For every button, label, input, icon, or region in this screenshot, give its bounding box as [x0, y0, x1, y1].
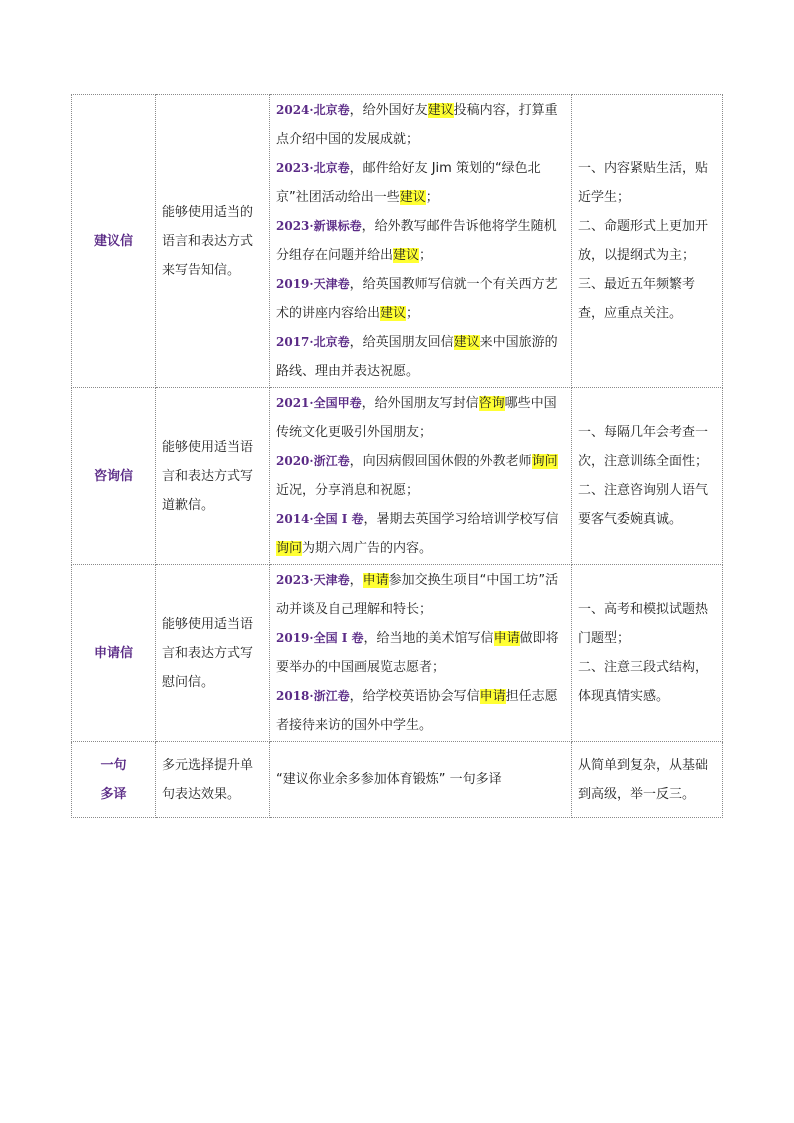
- keyword-highlight: 申请: [479, 689, 506, 704]
- note-item: 三、最近五年频繁考查，应重点关注。: [578, 277, 696, 321]
- notes-cell: [572, 565, 723, 742]
- note-item: 一、内容紧贴生活，贴近学生；: [578, 161, 709, 205]
- example-text: ，给英国教师写信就一个有关西方艺术的讲座内容给出: [276, 277, 558, 321]
- example-text: 近况，分享消息和祝愿；: [276, 483, 420, 498]
- example-text: ，向因病假回国休假的外教老师: [349, 454, 532, 469]
- example-text: ，邮件给好友 Jim 策划的“绿色北京”社团活动给出一些: [276, 161, 541, 205]
- exam-source: 2023·新课标卷: [276, 219, 362, 233]
- example-text: ；: [419, 248, 433, 263]
- exam-example: [276, 328, 565, 386]
- example-text: 投稿内容，打算重点介绍中国的发展成就；: [276, 103, 558, 147]
- keyword-highlight: 咨询: [478, 396, 505, 411]
- exam-source: 2017·北京卷: [276, 335, 350, 349]
- example-text: 做即将要举办的中国画展览志愿者；: [276, 631, 559, 675]
- notes-cell: [572, 95, 723, 388]
- example-cell: “建议你业余多参加体育锻炼” 一句多译: [270, 742, 572, 818]
- exam-example: [276, 270, 565, 328]
- category-cell: 申请信: [72, 565, 156, 742]
- exam-example: [276, 682, 565, 740]
- examples-cell: [270, 95, 572, 388]
- example-text: ，: [349, 573, 363, 588]
- requirement-cell: 能够使用适当语言和表达方式写道歉信。: [156, 388, 270, 565]
- exam-source: 2014·全国 I 卷: [276, 512, 364, 526]
- exam-example: [276, 96, 565, 154]
- example-text: 来中国旅游的路线、理由并表达祝愿。: [276, 335, 558, 379]
- example-text: ；: [406, 306, 420, 321]
- requirement-cell: 能够使用适当语言和表达方式写慰问信。: [156, 565, 270, 742]
- requirement-cell: 多元选择提升单句表达效果。: [156, 742, 270, 818]
- writing-types-table: [71, 94, 723, 818]
- example-text: ，给英国朋友回信: [349, 335, 454, 350]
- category-line: 多译: [100, 786, 127, 802]
- table-row: [72, 742, 723, 818]
- exam-source: 2024·北京卷: [276, 103, 350, 117]
- keyword-highlight: 询问: [276, 541, 303, 556]
- note-item: 一、每隔几年会考查一次，注意训练全面性；: [578, 425, 709, 469]
- category-line: 一句: [100, 757, 127, 773]
- exam-source: 2023·北京卷: [276, 161, 350, 175]
- exam-source: 2019·天津卷: [276, 277, 350, 291]
- example-text: 为期六周广告的内容。: [302, 541, 433, 556]
- example-text: ，给外教写邮件告诉他将学生随机分组存在问题并给出: [276, 219, 557, 263]
- example-text: ，给学校英语协会写信: [349, 689, 480, 704]
- example-text: 参加交换生项目“中国工坊”活动并谈及自己理解和特长；: [276, 573, 559, 617]
- exam-source: 2021·全国甲卷: [276, 396, 362, 410]
- note-item: 二、注意三段式结构，体现真情实感。: [578, 660, 709, 704]
- exam-example: [276, 624, 565, 682]
- example-text: 担任志愿者接待来访的国外中学生。: [276, 689, 558, 733]
- keyword-highlight: 申请: [493, 631, 520, 646]
- exam-example: [276, 447, 565, 505]
- category-cell: 建议信: [72, 95, 156, 388]
- keyword-highlight: 建议: [393, 248, 420, 263]
- example-text: ；: [425, 190, 439, 205]
- note-cell: 从简单到复杂，从基础到高级，举一反三。: [572, 742, 723, 818]
- requirement-cell: 能够使用适当的语言和表达方式来写告知信。: [156, 95, 270, 388]
- example-text: ，暑期去英国学习给培训学校写信: [363, 512, 559, 527]
- exam-source: 2018·浙江卷: [276, 689, 350, 703]
- examples-cell: [270, 565, 572, 742]
- keyword-highlight: 建议: [427, 103, 454, 118]
- exam-example: [276, 154, 565, 212]
- note-item: 二、注意咨询别人语气要客气委婉真诚。: [578, 483, 709, 527]
- example-text: ，给外国好友: [349, 103, 428, 118]
- exam-source: 2019·全国 I 卷: [276, 631, 364, 645]
- note-item: 二、命题形式上更加开放，以提纲式为主；: [578, 219, 709, 263]
- keyword-highlight: 建议: [399, 190, 426, 205]
- notes-cell: [572, 388, 723, 565]
- table-row: [72, 388, 723, 565]
- exam-example: [276, 566, 565, 624]
- keyword-highlight: 建议: [453, 335, 480, 350]
- example-text: ，给当地的美术馆写信: [363, 631, 494, 646]
- exam-example: [276, 505, 565, 563]
- category-cell: 咨询信: [72, 388, 156, 565]
- exam-source: 2023·天津卷: [276, 573, 350, 587]
- table-row: [72, 565, 723, 742]
- note-item: 一、高考和模拟试题热门题型；: [578, 602, 709, 646]
- keyword-highlight: 申请: [362, 573, 389, 588]
- exam-source: 2020·浙江卷: [276, 454, 350, 468]
- examples-cell: [270, 388, 572, 565]
- example-text: ，给外国朋友写封信: [361, 396, 479, 411]
- table-row: [72, 95, 723, 388]
- exam-example: [276, 389, 565, 447]
- category-cell: [72, 742, 156, 818]
- keyword-highlight: 建议: [380, 306, 407, 321]
- exam-example: [276, 212, 565, 270]
- example-text: 哪些中国传统文化更吸引外国朋友；: [276, 396, 557, 440]
- keyword-highlight: 询问: [531, 454, 558, 469]
